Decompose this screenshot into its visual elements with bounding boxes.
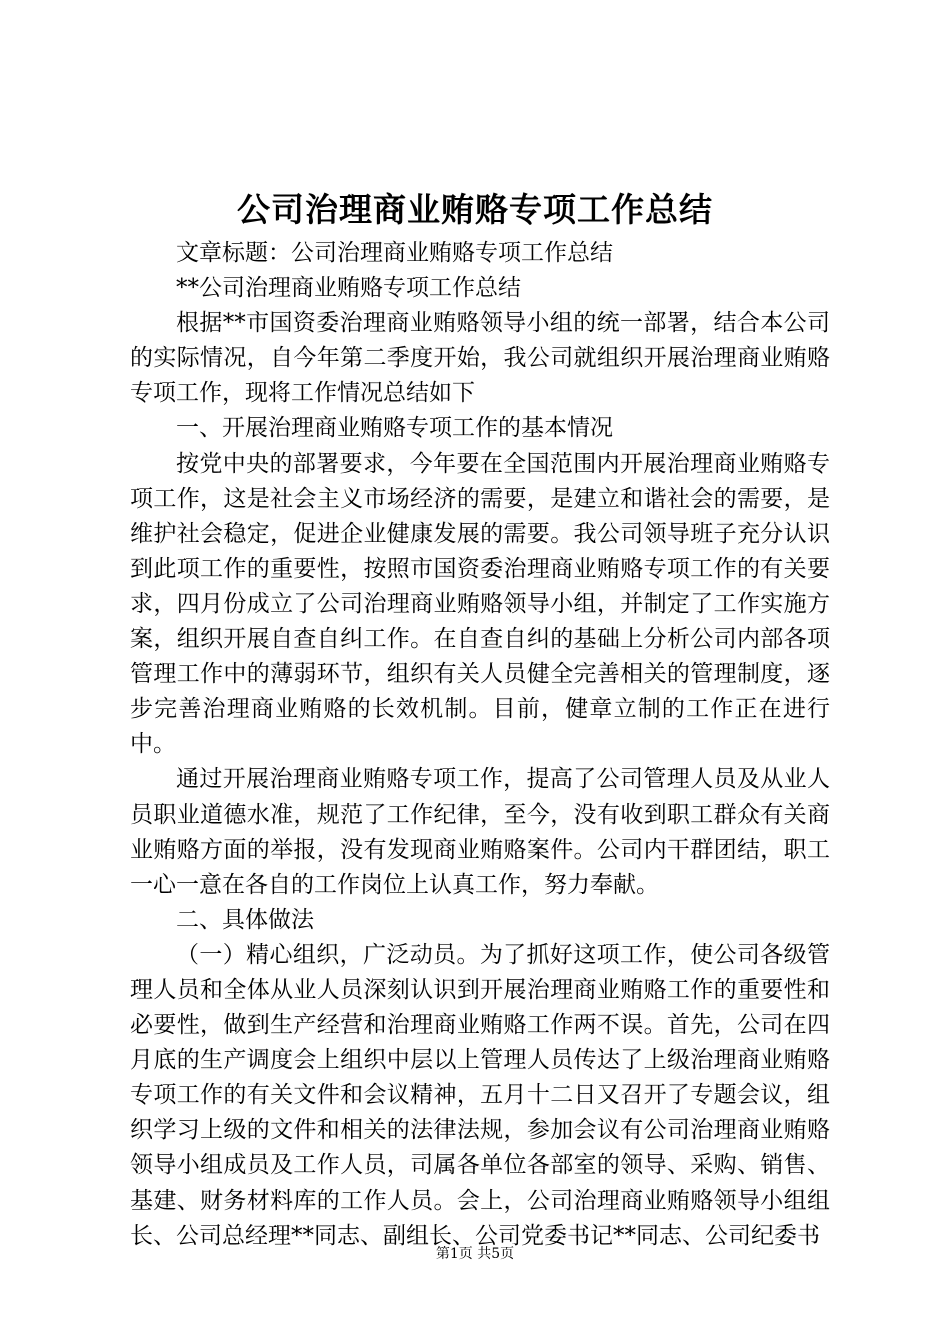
body-paragraph: （一）精心组织，广泛动员。为了抓好这项工作，使公司各级管理人员和全体从业人员深刻认识到开展治理商业贿赂工作的重要性和必要性，做到生产经营和治理商业贿赂工作两不误。首先，公司在四月底的生产调度会上组织中层以上管理人员传达了上级治理商业贿赂专项工作的有关文件和会议精神，五月十二日又召开了专题会议，组织学习上级的文件和相关的法律法规，参加会议有公司治理商业贿赂领导小组成员及工作人员，司属各单位各部室的领导、采购、销售、基建、财务材料库的工作人员。会上，公司治理商业贿赂领导小组组长、公司总经理**同志、副组长、公司党委书记**同志、公司纪委书 [130, 941, 830, 1249]
subtitle-line: **公司治理商业贿赂专项工作总结 [176, 275, 521, 302]
document-body [130, 236, 830, 1254]
section-heading-1: 一、开展治理商业贿赂专项工作的基本情况 [176, 415, 613, 442]
document-title: 公司治理商业贿赂专项工作总结 [237, 190, 713, 229]
section-heading-2: 二、具体做法 [176, 906, 314, 933]
body-paragraph: 按党中央的部署要求，今年要在全国范围内开展治理商业贿赂专项工作，这是社会主义市场经济的需要，是建立和谐社会的需要，是维护社会稳定，促进企业健康发展的需要。我公司领导班子充分认识到此项工作的重要性，按照市国资委治理商业贿赂专项工作的有关要求，四月份成立了公司治理商业贿赂领导小组，并制定了工作实施方案，组织开展自查自纠工作。在自查自纠的基础上分析公司内部各项管理工作中的薄弱环节，组织有关人员健全完善相关的管理制度，逐步完善治理商业贿赂的长效机制。目前，健章立制的工作正在进行中。 [130, 450, 830, 758]
page-footer: 第1页 共5页 [435, 1246, 515, 1262]
article-title-line: 文章标题：公司治理商业贿赂专项工作总结 [176, 240, 613, 266]
body-paragraph: 通过开展治理商业贿赂专项工作，提高了公司管理人员及从业人员职业道德水准，规范了工作纪律，至今，没有收到职工群众有关商业贿赂方面的举报，没有发现商业贿赂案件。公司内干群团结，职工一心一意在各自的工作岗位上认真工作，努力奉献。 [130, 766, 830, 898]
intro-paragraph: 根据**市国资委治理商业贿赂领导小组的统一部署，结合本公司的实际情况，自今年第二季度开始，我公司就组织开展治理商业贿赂专项工作，现将工作情况总结如下 [130, 310, 830, 407]
